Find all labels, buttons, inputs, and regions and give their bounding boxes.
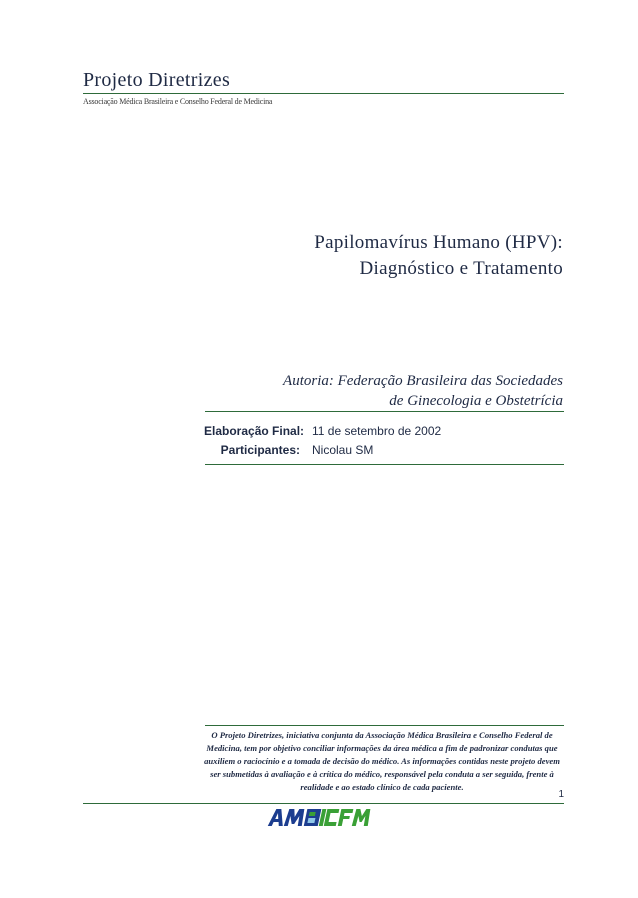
authorship-line-1: Autoria: Federação Brasileira das Sociedades	[283, 373, 563, 389]
meta-top-divider	[205, 411, 564, 412]
authorship-line-2: de Ginecologia e Obstetrícia	[389, 393, 563, 409]
header-title: Projeto Diretrizes	[83, 69, 231, 91]
elaboration-date: 11 de setembro de 2002	[312, 424, 442, 438]
footer-note-divider	[205, 725, 564, 726]
meta-bottom-divider	[205, 464, 564, 465]
authorship	[283, 371, 563, 411]
footer-divider	[83, 803, 564, 804]
document-title-line-1: Papilomavírus Humano (HPV):	[314, 232, 563, 253]
amb-cfm-logo	[266, 806, 376, 828]
page-number: 1	[558, 789, 564, 800]
participants-label: Participantes:	[220, 443, 300, 457]
participants-value: Nicolau SM	[312, 443, 374, 457]
document-title	[314, 230, 563, 282]
header-divider	[83, 93, 564, 94]
footer-note: O Projeto Diretrizes, iniciativa conjunta da Associação Médica Brasileira e Conselho Federal de Medicina, tem por objetivo conciliar informações da área médica a fim de padronizar condutas que auxiliem o raciocínio e a tomada de decisão do médico. As informações contidas neste projeto devem ser submetidas à avaliação e à crítica do médico, responsável pela conduta a ser seguida, frente à realidade e ao estado clínico de cada paciente.	[204, 730, 560, 792]
header-subtitle: Associação Médica Brasileira e Conselho Federal de Medicina	[83, 97, 273, 106]
document-title-line-2: Diagnóstico e Tratamento	[359, 258, 563, 279]
elaboration-label: Elaboração Final:	[204, 424, 305, 438]
